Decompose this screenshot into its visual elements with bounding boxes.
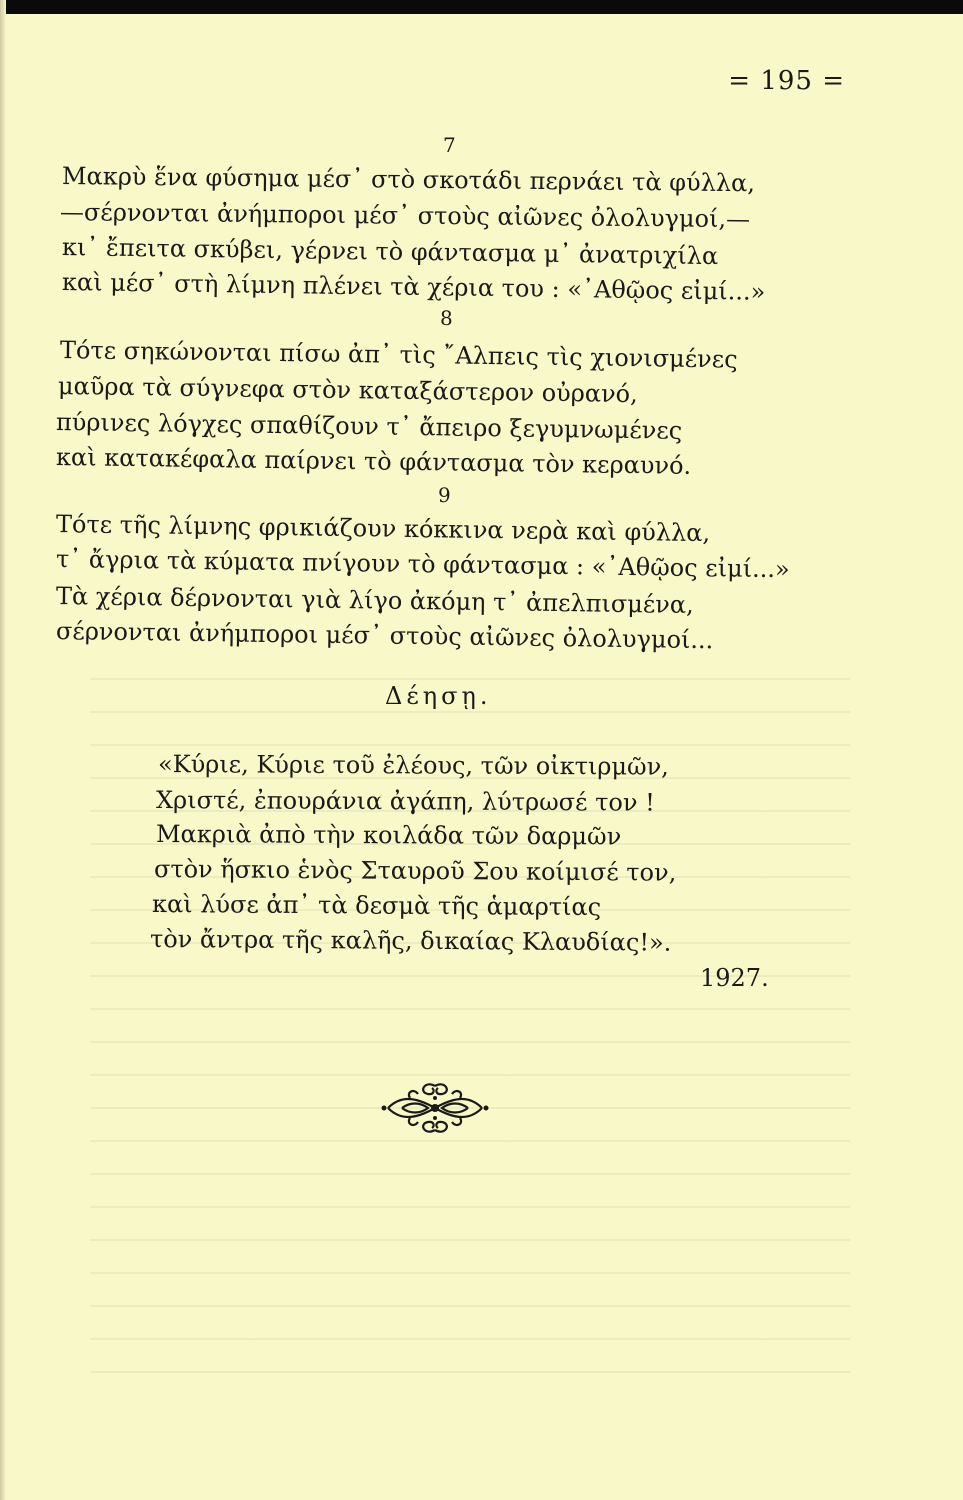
prayer-line-3: Μακριὰ ἀπὸ τὴν κοιλάδα τῶν δαρμῶν (155, 820, 622, 851)
prayer-line-2: Χριστέ, ἐπουράνια ἀγάπη, λύτρωσέ τον ! (155, 786, 655, 817)
scan-top-border (0, 0, 963, 14)
prayer-line-6: τὸν ἄντρα τῆς καλῆς, δικαίας Κλαυδίας!». (149, 925, 672, 957)
page-number: = 195 = (728, 66, 845, 96)
stanza-7-line-4: καὶ μέσ᾽ στὴ λίμνη πλένει τὰ χέρια του : «᾽Αθῷος εἰμί...» (61, 268, 766, 306)
stanza-8-line-4: καὶ κατακέφαλα παίρνει τὸ φάντασμα τὸν κεραυνό. (55, 443, 692, 480)
stanza-9-line-1: Τότε τῆς λίμνης φρικιάζουν κόκκινα νερὰ καὶ φύλλα, (55, 510, 711, 548)
stanza-number-7: 7 (443, 133, 456, 157)
stanza-number-9: 9 (438, 483, 451, 507)
prayer-line-1: «Κύριε, Κύριε τοῦ ἐλέους, τῶν οἰκτιρμῶν, (157, 750, 669, 781)
stanza-8-line-3: πύρινες λόγχες σπαθίζουν τ᾽ ἄπειρο ξεγυμνωμένες (55, 408, 683, 445)
poem-date: 1927. (700, 964, 769, 992)
prayer-line-4: στὸν ἥσκιο ἑνὸς Σταυροῦ Σου κοίμισέ τον, (153, 855, 677, 887)
stanza-9-line-2: τ᾽ ἄγρια τὰ κύματα πνίγουν τὸ φάντασμα : «᾽Αθῷος εἰμί...» (55, 545, 790, 584)
prayer-title: Δέησῃ. (385, 682, 492, 710)
stanza-7-line-2: —σέρνονται ἀνήμποροι μέσ᾽ στοὺς αἰῶνες ὀλολυγμοί,— (59, 198, 751, 234)
stanza-9-line-3: Τὰ χέρια δέρνονται γιὰ λίγο ἀκόμη τ᾽ ἀπελπισμένα, (55, 582, 694, 619)
stanza-number-8: 8 (440, 306, 453, 330)
page-gutter-shadow (0, 0, 6, 1500)
stanza-9-line-4: σέρνονται ἀνήμποροι μέσ᾽ στοὺς αἰῶνες ὀλολυγμοί... (55, 617, 714, 655)
stanza-7-line-3: κι᾽ ἔπειτα σκύβει, γέρνει τὸ φάντασμα μ᾽ ἀνατριχίλα (61, 233, 719, 271)
fleuron-ornament-icon (380, 1078, 490, 1138)
stanza-8-line-2: μαῦρα τὰ σύγνεφα στὸν καταξάστερον οὐρανό, (57, 372, 638, 409)
stanza-7-line-1: Μακρὺ ἕνα φύσημα μέσ᾽ στὸ σκοτάδι περνάει τὰ φύλλα, (61, 162, 756, 198)
prayer-line-5: καὶ λύσε ἀπ᾽ τὰ δεσμὰ τῆς ἁμαρτίας (151, 890, 602, 922)
stanza-8-line-1: Τότε σηκώνονται πίσω ἀπ᾽ τὶς ῎Αλπεις τὶς χιονισμένες (59, 336, 738, 374)
